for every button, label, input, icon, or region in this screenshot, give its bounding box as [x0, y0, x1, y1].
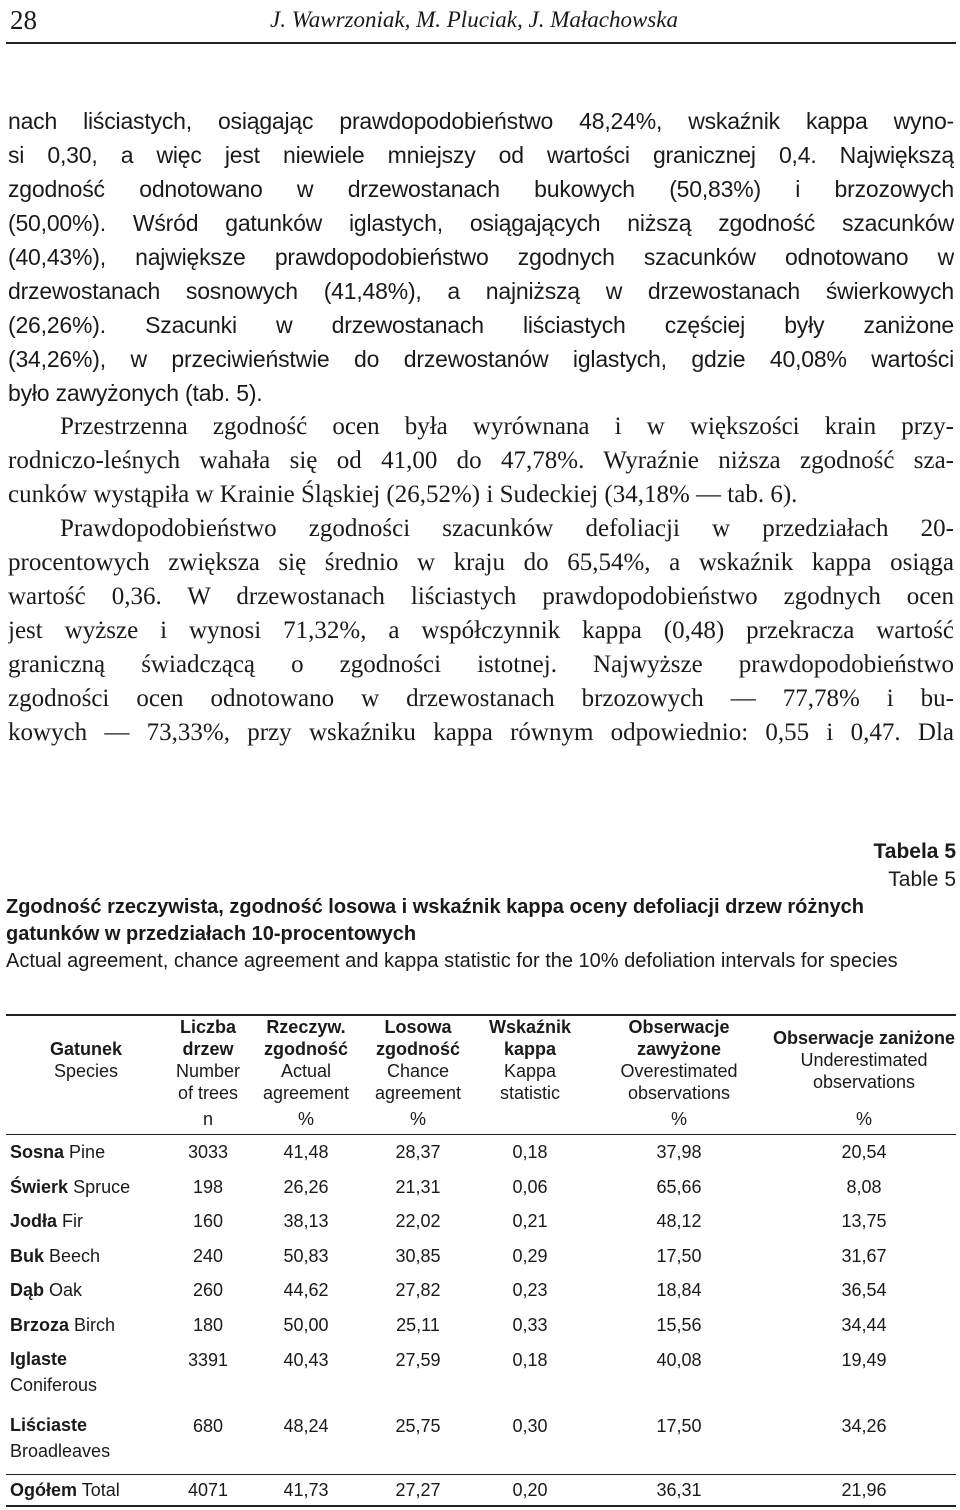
- species-cell: [6, 1170, 166, 1205]
- unit-cell: %: [586, 1104, 772, 1135]
- table-row: [6, 1239, 956, 1274]
- species-cell: [6, 1135, 166, 1170]
- text-line: wartość 0,36. W drzewostanach liściastych prawdopodobieństwo zgodnych ocen: [8, 583, 954, 610]
- table-row: [6, 1308, 956, 1343]
- cell-kappa: 0,23: [512, 1280, 548, 1301]
- cell-kappa: 0,33: [512, 1314, 548, 1335]
- column-header-pl: Obserwacje zaniżone: [772, 1028, 956, 1048]
- species-cell: [6, 1408, 166, 1475]
- species-name-en: Broadleaves: [10, 1441, 111, 1461]
- table-caption: [6, 838, 956, 974]
- species-name-pl: Jodła: [10, 1211, 58, 1232]
- text-line: (50,00%). Wśród gatunków iglastych, osiągających niższą zgodność szacunków: [8, 210, 954, 236]
- column-header-en: Species: [53, 1061, 119, 1081]
- text-line: nach liściastych, osiągając prawdopodobieństwo 48,24%, wskaźnik kappa wyno-: [8, 108, 954, 134]
- text-line: graniczną świadczącą o zgodności istotnej. Najwyższe prawdopodobieństwo: [8, 651, 954, 678]
- species-name-pl: Buk: [10, 1245, 45, 1266]
- species-name-en: Beech: [49, 1245, 101, 1266]
- cell-kappa: 0,29: [512, 1245, 548, 1266]
- column-header-en: Number of trees: [175, 1061, 241, 1103]
- cell-over: 37,98: [656, 1142, 702, 1163]
- column-header-pl: Gatunek: [49, 1039, 123, 1059]
- species-cell: [6, 1273, 166, 1308]
- cell-under: 31,67: [841, 1245, 887, 1266]
- header-rule: [6, 42, 956, 44]
- column-header-pl: Liczba drzew: [179, 1017, 236, 1059]
- column-header-en: Overestimated observations: [620, 1061, 738, 1103]
- cell-n: 680: [192, 1416, 224, 1436]
- species-name-en: Oak: [49, 1280, 83, 1301]
- cell-under: 21,96: [772, 1475, 956, 1507]
- species-name-pl: Ogółem: [10, 1480, 78, 1500]
- cell-actual: 44,62: [283, 1280, 329, 1301]
- cell-actual: 48,24: [283, 1416, 329, 1436]
- unit-cell: [474, 1104, 586, 1135]
- text-line: zgodność odnotowano w drzewostanach bukowych (50,83%) i brzozowych: [8, 176, 954, 202]
- species-name-pl: Liściaste: [10, 1415, 88, 1435]
- text-line: Prawdopodobieństwo zgodności szacunków defoliacji w przedziałach 20-: [60, 515, 954, 542]
- text-line: było zawyżonych (tab. 5).: [8, 380, 263, 406]
- column-header-pl: Rzeczyw. zgodność: [264, 1017, 348, 1059]
- column-header-pl: Obserwacje zawyżone: [628, 1017, 730, 1059]
- cell-n: 180: [192, 1314, 224, 1335]
- unit-cell: %: [772, 1104, 956, 1135]
- cell-kappa: 0,06: [512, 1176, 548, 1197]
- cell-chance: 25,75: [395, 1416, 441, 1436]
- cell-over: 15,56: [656, 1314, 702, 1335]
- column-header-under: [772, 1015, 956, 1104]
- cell-chance: 22,02: [395, 1211, 441, 1232]
- column-header-en: Underestimated observations: [800, 1050, 928, 1092]
- text-line: procentowych zwiększa się średnio w kraju do 65,54%, a wskaźnik kappa osiąga: [8, 549, 954, 576]
- text-line: cunków wystąpiła w Krainie Śląskiej (26,52%) i Sudeckiej (34,18% — tab. 6).: [8, 481, 798, 508]
- cell-under: 8,08: [846, 1176, 882, 1197]
- unit-cell: %: [250, 1104, 362, 1135]
- text-line: Przestrzenna zgodność ocen była wyrównana i w większości krain przy-: [60, 413, 954, 440]
- table-row: [6, 1204, 956, 1239]
- table-row: [6, 1342, 956, 1408]
- cell-over: 18,84: [656, 1280, 702, 1301]
- cell-under: 34,26: [841, 1416, 887, 1436]
- column-header-en: Kappa statistic: [499, 1061, 560, 1103]
- cell-actual: 38,13: [283, 1211, 329, 1232]
- table-row: [6, 1408, 956, 1475]
- column-header-actual: [250, 1015, 362, 1104]
- running-header: [0, 0, 960, 44]
- page-number: 28: [10, 5, 37, 35]
- cell-kappa: 0,18: [512, 1142, 548, 1163]
- species-cell: [6, 1342, 166, 1408]
- species-name-en: Pine: [69, 1142, 106, 1163]
- table-row: [6, 1273, 956, 1308]
- unit-cell: [6, 1104, 166, 1135]
- text-line: jest wyższe i wynosi 71,32%, a współczynnik kappa (0,48) przekracza wartość: [8, 617, 954, 644]
- cell-n: 240: [192, 1245, 224, 1266]
- cell-n: 3033: [187, 1142, 229, 1163]
- cell-n: 160: [192, 1211, 224, 1232]
- table-row: [6, 1475, 956, 1507]
- species-cell: [6, 1475, 166, 1507]
- column-header-pl: Losowa zgodność: [376, 1017, 460, 1059]
- species-name-en: Spruce: [73, 1176, 131, 1197]
- cell-chance: 28,37: [395, 1142, 441, 1163]
- cell-actual: 26,26: [283, 1176, 329, 1197]
- cell-under: 13,75: [841, 1211, 887, 1232]
- species-name-en: Birch: [74, 1314, 116, 1335]
- cell-kappa: 0,20: [474, 1475, 586, 1507]
- text-line: kowych — 73,33%, przy wskaźniku kappa równym odpowiednio: 0,55 i 0,47. Dla: [8, 719, 954, 746]
- table-body: [6, 1135, 956, 1507]
- unit-cell: n: [166, 1104, 250, 1135]
- cell-chance: 27,82: [395, 1280, 441, 1301]
- column-header-chance: [362, 1015, 474, 1104]
- cell-actual: 40,43: [283, 1350, 329, 1370]
- cell-chance: 25,11: [396, 1314, 440, 1335]
- unit-cell: %: [362, 1104, 474, 1135]
- cell-kappa: 0,30: [512, 1416, 548, 1436]
- column-header-en: Actual agreement: [262, 1061, 350, 1103]
- text-line: zgodności ocen odnotowano w drzewostanach brzozowych — 77,78% i bu-: [8, 685, 954, 712]
- column-header-en: Chance agreement: [374, 1061, 462, 1103]
- table-title-pl: Zgodność rzeczywista, zgodność losowa i wskaźnik kappa oceny defoliacji drzew różnych gatunków w przedziałach 10-procentowych: [6, 896, 864, 945]
- cell-kappa: 0,21: [512, 1211, 548, 1232]
- column-header-kappa: [474, 1015, 586, 1104]
- cell-under: 36,54: [841, 1280, 887, 1301]
- species-cell: [6, 1239, 166, 1274]
- species-name-pl: Iglaste: [10, 1349, 68, 1369]
- cell-under: 20,54: [841, 1142, 887, 1163]
- cell-chance: 27,59: [395, 1350, 441, 1370]
- body-text: [8, 104, 954, 750]
- cell-actual: 50,00: [283, 1314, 329, 1335]
- cell-over: 17,50: [656, 1245, 702, 1266]
- cell-over: 17,50: [656, 1416, 702, 1436]
- species-name-pl: Brzoza: [10, 1314, 70, 1335]
- species-name-en: Fir: [62, 1211, 84, 1232]
- text-line: rodniczo-leśnych wahała się od 41,00 do 47,78%. Wyraźnie niższa zgodność sza-: [8, 447, 954, 474]
- table-label-pl: Tabela 5: [873, 840, 956, 863]
- column-header-species: [6, 1015, 166, 1104]
- species-cell: [6, 1204, 166, 1239]
- cell-n: 3391: [187, 1350, 229, 1370]
- running-head-authors: J. Wawrzoniak, M. Pluciak, J. Małachowska: [270, 7, 678, 32]
- species-name-pl: Sosna: [10, 1142, 65, 1163]
- cell-n: 260: [192, 1280, 224, 1301]
- species-name-pl: Świerk: [10, 1176, 69, 1197]
- column-header-over: [586, 1015, 772, 1104]
- cell-over: 48,12: [656, 1211, 702, 1232]
- table-label-en: Table 5: [888, 868, 956, 891]
- cell-over: 36,31: [586, 1475, 772, 1507]
- table-row: [6, 1135, 956, 1170]
- species-name-en: Coniferous: [10, 1375, 98, 1395]
- cell-chance: 21,31: [395, 1176, 441, 1197]
- text-line: (40,43%), największe prawdopodobieństwo zgodnych szacunków odnotowano w: [8, 244, 954, 270]
- column-header-pl: Wskaźnik kappa: [488, 1017, 572, 1059]
- cell-over: 40,08: [656, 1350, 702, 1370]
- table-title-en: Actual agreement, chance agreement and kappa statistic for the 10% defoliation intervals for species: [6, 950, 898, 972]
- cell-n: 198: [192, 1176, 224, 1197]
- cell-actual: 41,48: [283, 1142, 329, 1163]
- cell-over: 65,66: [656, 1176, 702, 1197]
- column-header-count: [166, 1015, 250, 1104]
- cell-under: 19,49: [841, 1350, 887, 1370]
- text-line: si 0,30, a więc jest niewiele mniejszy od wartości granicznej 0,4. Największą: [8, 142, 954, 168]
- cell-kappa: 0,18: [512, 1350, 548, 1370]
- text-line: (26,26%). Szacunki w drzewostanach liściastych częściej były zaniżone: [8, 312, 954, 338]
- table-row: [6, 1170, 956, 1205]
- cell-chance: 27,27: [362, 1475, 474, 1507]
- cell-under: 34,44: [841, 1314, 887, 1335]
- cell-actual: 41,73: [250, 1475, 362, 1507]
- species-cell: [6, 1308, 166, 1343]
- species-name-pl: Dąb: [10, 1280, 45, 1301]
- species-name-en: Total: [81, 1480, 120, 1500]
- cell-chance: 30,85: [395, 1245, 441, 1266]
- text-line: drzewostanach sosnowych (41,48%), a najniższą w drzewostanach świerkowych: [8, 278, 954, 304]
- cell-actual: 50,83: [283, 1245, 329, 1266]
- data-table: [6, 1014, 956, 1507]
- cell-n: 4071: [166, 1475, 250, 1507]
- text-line: (34,26%), w przeciwieństwie do drzewostanów iglastych, gdzie 40,08% wartości: [8, 346, 954, 372]
